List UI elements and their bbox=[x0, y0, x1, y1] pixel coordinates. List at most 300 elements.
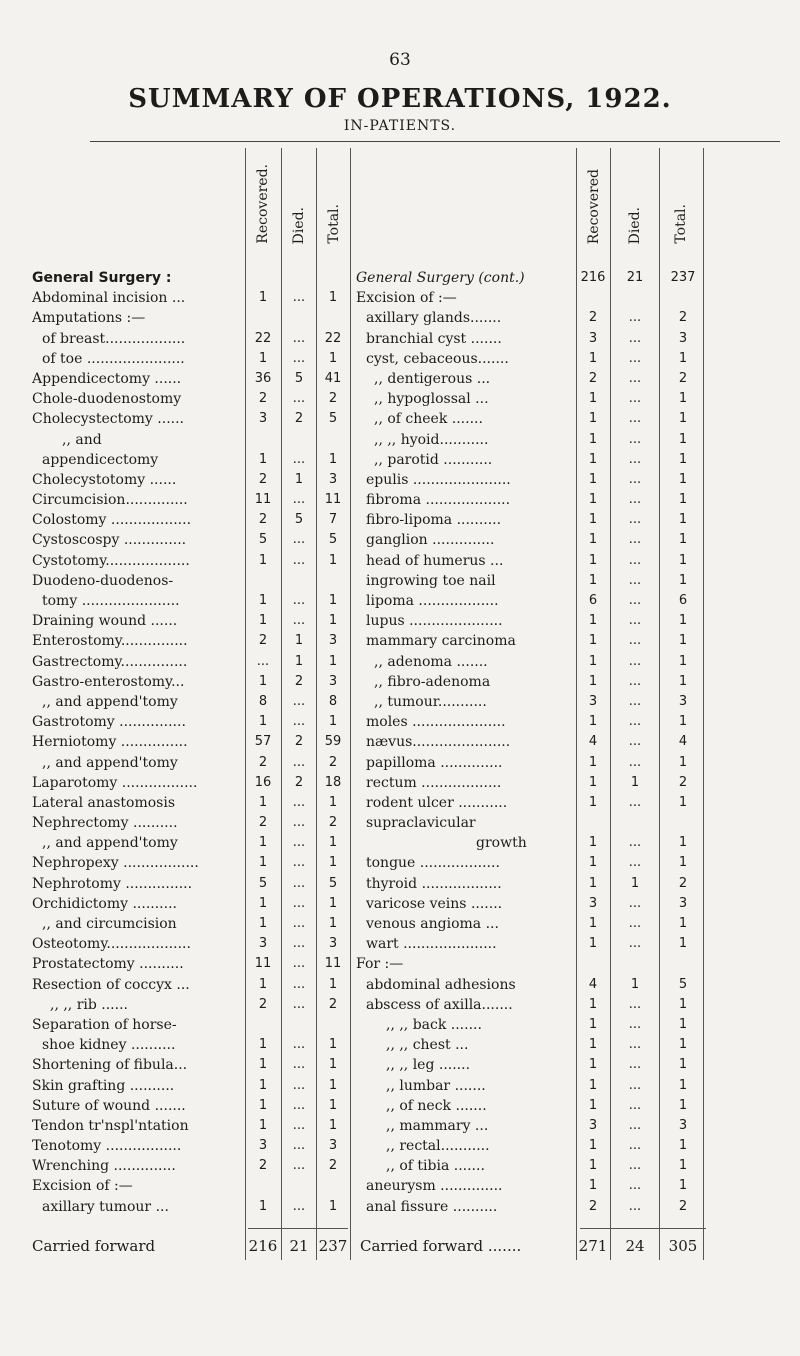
table-row bbox=[32, 1197, 352, 1217]
recovered-count: 3 bbox=[588, 693, 598, 709]
row-label: Gastrectomy............... bbox=[32, 653, 188, 670]
row-label: moles ..................... bbox=[366, 714, 506, 731]
died-count: ... bbox=[292, 754, 306, 770]
row-label: Amputations :— bbox=[32, 310, 146, 327]
died-count: ... bbox=[292, 956, 306, 972]
row-label: Skin grafting .......... bbox=[32, 1077, 175, 1094]
total-count: 1 bbox=[678, 492, 688, 508]
recovered-count: 1 bbox=[258, 895, 268, 911]
row-label: branchial cyst ....... bbox=[366, 330, 502, 347]
recovered-count: 1 bbox=[258, 290, 268, 306]
total-count: 1 bbox=[678, 350, 688, 366]
total-count: 2 bbox=[328, 996, 338, 1012]
died-count: ... bbox=[292, 350, 306, 366]
table-row bbox=[32, 853, 352, 873]
recovered-count: 1 bbox=[258, 350, 268, 366]
recovered-count: 1 bbox=[258, 593, 268, 608]
died-count: ... bbox=[292, 492, 306, 508]
total-count: 1 bbox=[678, 714, 688, 730]
row-label: ,, and circumcision bbox=[42, 916, 177, 932]
table-row bbox=[32, 672, 352, 692]
table-row bbox=[356, 914, 716, 934]
row-label: ,, tumour........... bbox=[374, 693, 487, 710]
row-label: Appendicectomy ...... bbox=[32, 370, 182, 387]
recovered-count: 1 bbox=[588, 1158, 598, 1174]
died-count: ... bbox=[628, 391, 642, 407]
row-label: aneurysm .............. bbox=[366, 1178, 503, 1195]
header-total: Total. bbox=[326, 204, 342, 244]
table-row bbox=[356, 813, 716, 833]
header-recovered: Recovered. bbox=[255, 164, 271, 244]
recovered-count: 1 bbox=[588, 512, 598, 528]
recovered-count: 3 bbox=[588, 1117, 598, 1133]
recovered-count: 1 bbox=[258, 794, 268, 810]
table-row bbox=[356, 551, 716, 571]
table-row bbox=[356, 672, 716, 692]
total-count: 1 bbox=[678, 411, 688, 427]
recovered-count: 1 bbox=[588, 391, 598, 407]
recovered-count: 1 bbox=[588, 572, 598, 588]
row-label: Abdominal incision ... bbox=[32, 290, 186, 307]
recovered-count: 3 bbox=[588, 330, 598, 346]
recovered-count: 2 bbox=[258, 512, 268, 528]
row-label: Nephropexy ................. bbox=[32, 855, 199, 872]
recovered-count: 1 bbox=[588, 451, 598, 467]
total-count: 1 bbox=[328, 1077, 338, 1093]
recovered-count: 1 bbox=[258, 451, 268, 467]
total-count: 1 bbox=[328, 613, 338, 629]
died-count: ... bbox=[292, 936, 306, 952]
table-row bbox=[32, 975, 352, 995]
table-row bbox=[356, 975, 716, 995]
recovered-count: 1 bbox=[258, 1077, 268, 1093]
died-count: ... bbox=[628, 370, 642, 386]
title-rule bbox=[90, 141, 780, 142]
table-row bbox=[32, 450, 352, 470]
total-count: 1 bbox=[678, 754, 688, 770]
row-label: fibro-lipoma .......... bbox=[366, 512, 502, 529]
row-label: thyroid .................. bbox=[366, 875, 502, 892]
died-count: ... bbox=[628, 1198, 642, 1214]
total-count: 6 bbox=[678, 593, 688, 608]
table-row bbox=[32, 652, 352, 672]
row-label: ,, ,, leg ....... bbox=[386, 1057, 471, 1074]
recovered-count: 16 bbox=[254, 774, 272, 790]
table-row bbox=[32, 430, 352, 450]
died-count: ... bbox=[292, 1117, 306, 1133]
total-rule bbox=[580, 1228, 706, 1229]
died-count: ... bbox=[628, 895, 642, 911]
recovered-count: 1 bbox=[258, 613, 268, 629]
table-row bbox=[356, 369, 716, 389]
recovered-count: 36 bbox=[254, 370, 272, 386]
recovered-count: 22 bbox=[254, 330, 272, 346]
died-count: ... bbox=[292, 895, 306, 911]
row-label: Osteotomy................... bbox=[32, 936, 191, 953]
total-count: 2 bbox=[678, 774, 688, 790]
total-count: 1 bbox=[328, 552, 338, 568]
row-label: axillary tumour ... bbox=[42, 1198, 169, 1215]
recovered-count: 1 bbox=[258, 855, 268, 871]
recovered-count: 2 bbox=[258, 1158, 268, 1174]
total-count: 1 bbox=[328, 1097, 338, 1113]
recovered-count: 1 bbox=[588, 552, 598, 568]
recovered-count: 1 bbox=[588, 471, 598, 487]
total-count: 1 bbox=[678, 1158, 688, 1174]
table-row bbox=[356, 268, 716, 288]
died-count: ... bbox=[628, 673, 642, 689]
died-count: ... bbox=[292, 451, 306, 467]
table-row bbox=[356, 1015, 716, 1035]
total-count: 1 bbox=[678, 532, 688, 548]
total-count: 1 bbox=[678, 1178, 688, 1194]
total-count: 1 bbox=[328, 714, 338, 730]
total-count: 1 bbox=[678, 1037, 688, 1053]
table-row bbox=[356, 510, 716, 530]
recovered-count: 1 bbox=[588, 350, 598, 366]
table-row bbox=[32, 1035, 352, 1055]
recovered-count: 1 bbox=[258, 673, 268, 689]
recovered-count: 1 bbox=[588, 1178, 598, 1194]
died-count: 21 bbox=[626, 270, 644, 285]
died-count: ... bbox=[628, 734, 642, 750]
total-count: 3 bbox=[328, 1138, 338, 1154]
row-label: tongue .................. bbox=[366, 855, 500, 872]
header-died-right: Died. bbox=[627, 206, 643, 244]
recovered-count: 1 bbox=[588, 431, 598, 447]
recovered-count: 1 bbox=[588, 1097, 598, 1113]
row-label: Cystotomy................... bbox=[32, 552, 190, 569]
total-count: 5 bbox=[328, 875, 338, 891]
recovered-count: 1 bbox=[588, 714, 598, 730]
total-count: 3 bbox=[678, 1117, 688, 1133]
row-label: Excision of :— bbox=[356, 290, 457, 307]
died-count: ... bbox=[292, 330, 306, 346]
died-count: ... bbox=[628, 1117, 642, 1133]
carried-forward-left-total: 237 bbox=[318, 1237, 348, 1255]
died-count: ... bbox=[628, 613, 642, 629]
recovered-count: 2 bbox=[258, 391, 268, 407]
died-count: 1 bbox=[630, 875, 640, 891]
recovered-count: 1 bbox=[588, 916, 598, 931]
row-label: abdominal adhesions bbox=[366, 976, 516, 993]
row-label: ,, ,, back ....... bbox=[386, 1016, 482, 1033]
table-row bbox=[32, 288, 352, 308]
row-label: axillary glands....... bbox=[366, 310, 502, 327]
recovered-count: 1 bbox=[588, 1057, 598, 1073]
carried-forward-left-recovered: 216 bbox=[248, 1237, 278, 1255]
recovered-count: 2 bbox=[588, 310, 598, 326]
total-count: 2 bbox=[678, 1198, 688, 1214]
total-count: 1 bbox=[328, 290, 338, 306]
row-label: appendicectomy bbox=[42, 451, 159, 468]
carried-forward-right-recovered: 271 bbox=[578, 1237, 608, 1255]
row-label: ,, mammary ... bbox=[386, 1117, 489, 1134]
table-row bbox=[356, 389, 716, 409]
table-row bbox=[32, 349, 352, 369]
row-label: ,, adenoma ....... bbox=[374, 653, 488, 670]
total-count: 1 bbox=[678, 552, 688, 568]
died-count: ... bbox=[628, 350, 642, 366]
died-count: 1 bbox=[294, 653, 304, 669]
died-count: ... bbox=[292, 875, 306, 891]
recovered-count: 1 bbox=[588, 411, 598, 427]
total-count: 1 bbox=[678, 572, 688, 588]
row-label: Suture of wound ....... bbox=[32, 1097, 186, 1114]
row-label: rodent ulcer ........... bbox=[366, 794, 508, 811]
table-row bbox=[32, 551, 352, 571]
recovered-count: 1 bbox=[588, 1138, 598, 1154]
table-row bbox=[356, 631, 716, 651]
recovered-count: 1 bbox=[588, 1037, 598, 1053]
table-row bbox=[32, 712, 352, 732]
total-count: 1 bbox=[678, 633, 688, 649]
table-row bbox=[32, 1116, 352, 1136]
total-count: 1 bbox=[678, 673, 688, 689]
died-count: ... bbox=[292, 1077, 306, 1093]
table-row bbox=[356, 712, 716, 732]
row-label: Shortening of fibula... bbox=[32, 1057, 188, 1074]
died-count: ... bbox=[292, 290, 306, 306]
total-count: 1 bbox=[678, 451, 688, 467]
total-count: 1 bbox=[678, 835, 688, 851]
table-row bbox=[356, 530, 716, 550]
table-row bbox=[356, 450, 716, 470]
row-label: ,, and append'tomy bbox=[42, 835, 178, 852]
table-row bbox=[356, 833, 716, 853]
recovered-count: 2 bbox=[258, 754, 268, 770]
died-count: ... bbox=[628, 572, 642, 588]
total-count: 1 bbox=[678, 996, 688, 1012]
total-count: 1 bbox=[678, 1057, 688, 1073]
table-row bbox=[32, 874, 352, 894]
recovered-count: 6 bbox=[588, 593, 598, 608]
table-row bbox=[356, 753, 716, 773]
total-count: 3 bbox=[328, 633, 338, 649]
row-label: Orchidictomy .......... bbox=[32, 895, 177, 912]
died-count: ... bbox=[292, 976, 306, 992]
table-row bbox=[356, 288, 716, 308]
total-count: 2 bbox=[678, 310, 688, 326]
table-row bbox=[32, 1136, 352, 1156]
recovered-count: 1 bbox=[588, 754, 598, 770]
page-subtitle: IN-PATIENTS. bbox=[343, 118, 457, 134]
row-label: ,, and append'tomy bbox=[42, 693, 178, 710]
row-label: head of humerus ... bbox=[366, 552, 504, 569]
died-count: 2 bbox=[294, 774, 304, 790]
row-label: Colostomy .................. bbox=[32, 512, 192, 529]
table-row bbox=[356, 773, 716, 793]
died-count: 1 bbox=[294, 633, 304, 649]
total-rule bbox=[248, 1228, 348, 1229]
total-count: 2 bbox=[678, 875, 688, 891]
row-label: ,, dentigerous ... bbox=[374, 370, 491, 387]
total-count: 1 bbox=[678, 391, 688, 407]
died-count: ... bbox=[628, 693, 642, 709]
table-row bbox=[356, 329, 716, 349]
recovered-count: 1 bbox=[588, 996, 598, 1012]
row-label: Nephrectomy .......... bbox=[32, 815, 178, 832]
table-row bbox=[356, 571, 716, 591]
died-count: ... bbox=[292, 996, 306, 1012]
table-row bbox=[356, 1076, 716, 1096]
total-count: 2 bbox=[328, 391, 338, 407]
died-count: 2 bbox=[294, 673, 304, 689]
table-row bbox=[32, 611, 352, 631]
row-label: ,, of tibia ....... bbox=[386, 1158, 485, 1175]
died-count: ... bbox=[628, 1158, 642, 1174]
died-count: ... bbox=[628, 1077, 642, 1093]
recovered-count: 1 bbox=[588, 835, 598, 851]
recovered-count: 1 bbox=[258, 1198, 268, 1214]
row-label: lupus ..................... bbox=[366, 613, 503, 630]
total-count: 7 bbox=[328, 512, 338, 528]
row-label: Lateral anastomosis bbox=[32, 794, 176, 811]
table-row bbox=[32, 389, 352, 409]
recovered-count: 1 bbox=[258, 1097, 268, 1113]
recovered-count: 1 bbox=[588, 855, 598, 871]
carried-forward-left-label: Carried forward bbox=[32, 1237, 156, 1255]
row-label: Tendon tr'nspl'ntation bbox=[32, 1117, 189, 1134]
row-label: Laparotomy ................. bbox=[32, 774, 198, 791]
table-row bbox=[32, 995, 352, 1015]
total-count: 1 bbox=[678, 1097, 688, 1113]
table-row bbox=[356, 1176, 716, 1196]
died-count: ... bbox=[292, 1138, 306, 1154]
died-count: ... bbox=[292, 815, 306, 831]
row-label: ,, fibro-adenoma bbox=[374, 673, 491, 690]
table-row bbox=[32, 510, 352, 530]
total-count: 1 bbox=[678, 1016, 688, 1032]
table-row bbox=[32, 894, 352, 914]
died-count: ... bbox=[628, 471, 642, 487]
recovered-count: 1 bbox=[258, 1057, 268, 1073]
recovered-count: 1 bbox=[258, 1037, 268, 1053]
table-row bbox=[356, 490, 716, 510]
table-row bbox=[356, 874, 716, 894]
table-row bbox=[356, 591, 716, 611]
recovered-count: 2 bbox=[588, 1198, 598, 1214]
table-row bbox=[356, 1136, 716, 1156]
recovered-count: 11 bbox=[254, 956, 272, 972]
table-row bbox=[356, 1197, 716, 1217]
row-label: tomy ...................... bbox=[42, 593, 180, 609]
row-label: Nephrotomy ............... bbox=[32, 875, 193, 892]
row-label: of toe ...................... bbox=[42, 350, 185, 367]
died-count: ... bbox=[292, 1037, 306, 1053]
table-row bbox=[32, 813, 352, 833]
carried-forward-right-label: Carried forward ....... bbox=[360, 1237, 522, 1255]
recovered-count: 11 bbox=[254, 492, 272, 508]
total-count: 1 bbox=[678, 916, 688, 931]
page-title: SUMMARY OF OPERATIONS, 1922. bbox=[128, 84, 672, 114]
recovered-count: 1 bbox=[258, 976, 268, 992]
total-count: 1 bbox=[328, 451, 338, 467]
died-count: ... bbox=[628, 411, 642, 427]
row-label: ingrowing toe nail bbox=[366, 572, 496, 589]
died-count: ... bbox=[292, 916, 306, 931]
carried-forward-right-died: 24 bbox=[625, 1237, 645, 1255]
died-count: ... bbox=[628, 754, 642, 770]
total-count: 1 bbox=[678, 471, 688, 487]
total-count: 11 bbox=[324, 956, 342, 972]
row-label: venous angioma ... bbox=[366, 916, 499, 932]
table-row bbox=[32, 1015, 352, 1035]
died-count: ... bbox=[628, 936, 642, 952]
row-label: Herniotomy ............... bbox=[32, 734, 188, 751]
recovered-count: 216 bbox=[580, 270, 606, 285]
table-row bbox=[32, 954, 352, 974]
died-count: ... bbox=[628, 552, 642, 568]
died-count: ... bbox=[628, 1037, 642, 1053]
row-label: ,, and bbox=[62, 431, 102, 448]
recovered-count: 1 bbox=[258, 1117, 268, 1133]
died-count: 1 bbox=[294, 471, 304, 487]
died-count: 1 bbox=[630, 976, 640, 992]
row-label: supraclavicular bbox=[366, 815, 476, 832]
died-count: 2 bbox=[294, 411, 304, 427]
total-count: 4 bbox=[678, 734, 688, 750]
died-count: ... bbox=[628, 330, 642, 346]
total-count: 1 bbox=[678, 936, 688, 952]
total-count: 1 bbox=[328, 1117, 338, 1133]
died-count: 5 bbox=[294, 370, 304, 386]
recovered-count: 1 bbox=[588, 613, 598, 629]
table-row bbox=[32, 934, 352, 954]
recovered-count: 5 bbox=[258, 875, 268, 891]
recovered-count: 1 bbox=[588, 1016, 598, 1032]
row-label: Wrenching .............. bbox=[32, 1158, 176, 1175]
recovered-count: 1 bbox=[258, 714, 268, 730]
died-count: ... bbox=[628, 794, 642, 810]
row-label: ,, and append'tomy bbox=[42, 754, 178, 771]
total-count: 1 bbox=[328, 593, 338, 608]
row-label: epulis ...................... bbox=[366, 471, 511, 488]
died-count: ... bbox=[628, 492, 642, 508]
row-label: Cholecystotomy ...... bbox=[32, 471, 177, 488]
recovered-count: 5 bbox=[258, 532, 268, 548]
row-label: abscess of axilla....... bbox=[366, 996, 513, 1013]
died-count: ... bbox=[628, 714, 642, 730]
table-row bbox=[32, 692, 352, 712]
row-label: ,, lumbar ....... bbox=[386, 1077, 486, 1094]
row-label: ,, rectal........... bbox=[386, 1138, 490, 1155]
table-row bbox=[32, 833, 352, 853]
recovered-count: 2 bbox=[588, 370, 598, 386]
died-count: ... bbox=[292, 613, 306, 629]
total-count: 5 bbox=[328, 411, 338, 427]
total-count: 1 bbox=[678, 613, 688, 629]
table-row bbox=[356, 954, 716, 974]
table-row bbox=[356, 692, 716, 712]
page-number: 63 bbox=[389, 50, 411, 70]
died-count: ... bbox=[628, 633, 642, 649]
table-row bbox=[32, 308, 352, 328]
total-count: 3 bbox=[678, 693, 688, 709]
total-count: 3 bbox=[328, 936, 338, 952]
row-label: mammary carcinoma bbox=[366, 633, 516, 650]
total-count: 237 bbox=[670, 270, 696, 285]
died-count: ... bbox=[628, 532, 642, 548]
table-row bbox=[356, 409, 716, 429]
row-label: Cystoscospy .............. bbox=[32, 532, 187, 549]
row-label: Cholecystectomy ...... bbox=[32, 411, 184, 428]
total-count: 1 bbox=[678, 1077, 688, 1093]
total-count: 1 bbox=[328, 1057, 338, 1073]
table-row bbox=[356, 470, 716, 490]
table-row bbox=[32, 793, 352, 813]
row-label: papilloma .............. bbox=[366, 754, 503, 771]
